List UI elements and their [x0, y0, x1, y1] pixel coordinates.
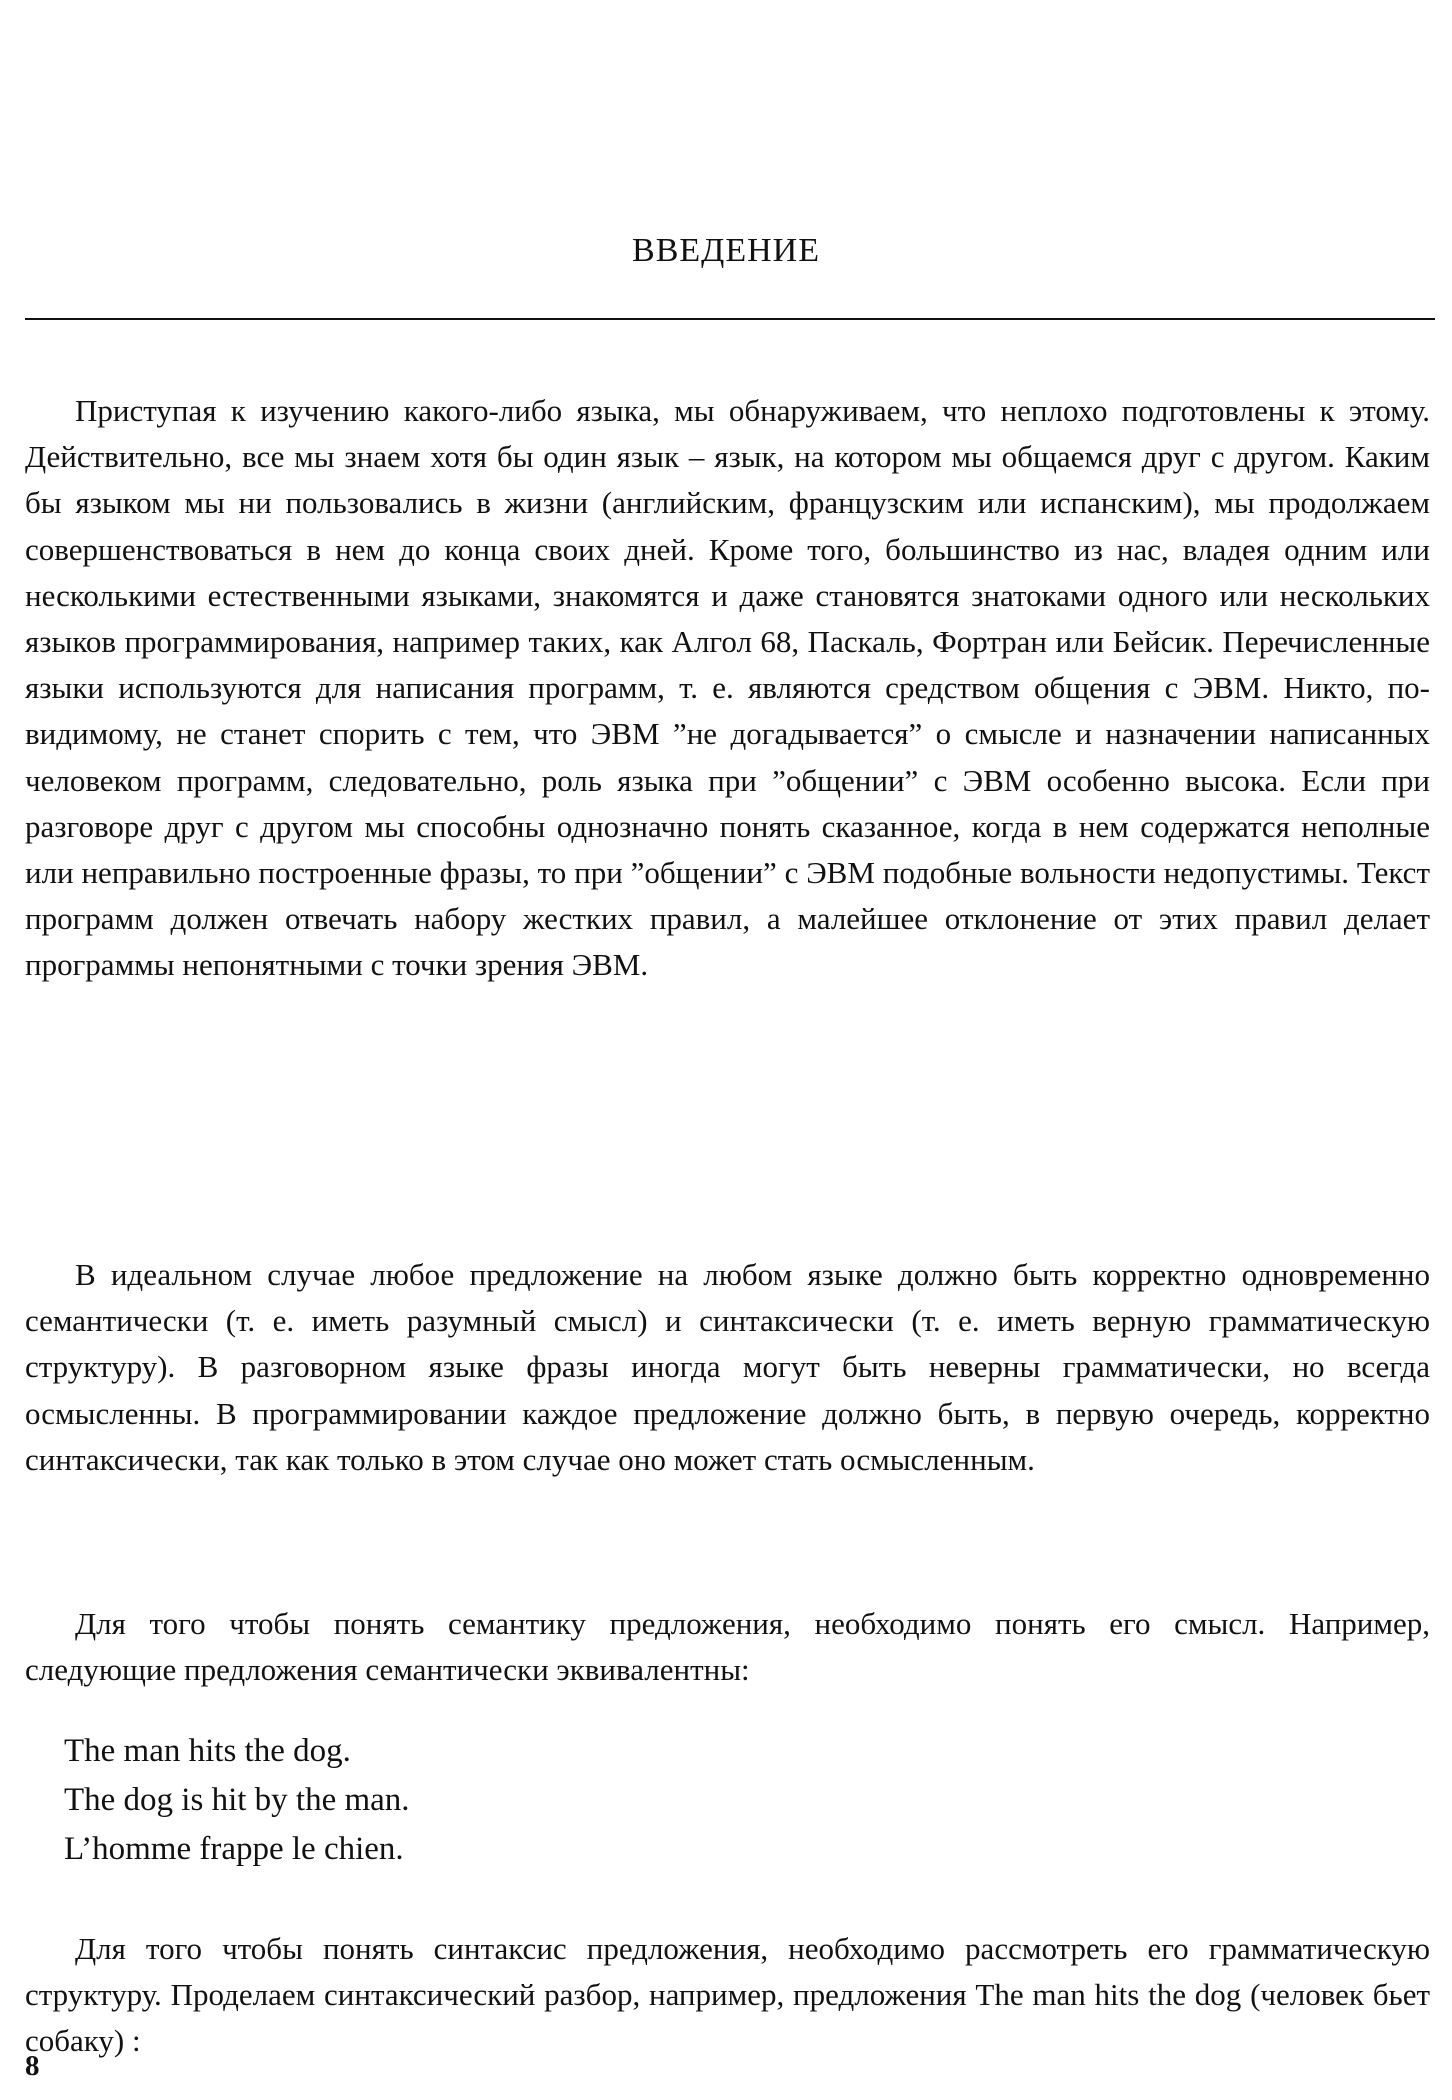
- example-sentence: L’homme frappe le chien.: [64, 1831, 404, 1867]
- paragraph-4: [25, 1926, 1430, 2065]
- paragraph-text: Приступая к изучению какого-либо языка, мы обнаруживаем, что неплохо подготовлены к этому. Действительно, все мы знаем хотя бы один язык – язык, на котором мы общаемся друг с другом. Каким бы языком мы ни пользовались в жизни (английским, французским или испанским), мы продолжаем совершенствоваться в нем до конца своих дней. Кроме того, большинство из нас, владея одним или несколькими естественными языками, знакомятся и даже становятся знатоками одного или нескольких языков программирования, например таких, как Алгол 68, Паскаль, Фортран или Бейсик. Перечисленные языки используются для написания программ, т. е. являются средством общения с ЭВМ. Никто, по-видимому, не станет спорить с тем, что ЭВМ ”не догадывается” о смысле и назначении написанных человеком программ, следовательно, роль языка при ”общении” с ЭВМ особенно высока. Если при разговоре друг с другом мы способны однозначно понять сказанное, когда в нем содержатся неполные или неправильно построенные фразы, то при ”общении” с ЭВМ подобные вольности недопустимы. Текст программ должен отвечать набору жестких правил, а малейшее отклонение от этих правил делает программы непонятными с точки зрения ЭВМ.: [25, 393, 1430, 983]
- chapter-title: ВВЕДЕНИЕ: [632, 232, 820, 269]
- paragraph-2: [25, 1252, 1430, 1483]
- example-sentences: [64, 1727, 410, 1874]
- example-sentence: The dog is hit by the man.: [64, 1782, 410, 1818]
- paragraph-text: Для того чтобы понять семантику предложения, необходимо понять его смысл. Например, следующие предложения семантически эквивалентны:: [25, 1606, 1430, 1688]
- paragraph-1: [25, 388, 1430, 989]
- paragraph-text: Для того чтобы понять синтаксис предложения, необходимо рассмотреть его грамматическую структуру. Проделаем синтаксический разбор, например, предложения The man hits the dog (человек бьет собаку) :: [25, 1931, 1430, 2059]
- paragraph-3: [25, 1601, 1430, 1693]
- paragraph-text: В идеальном случае любое предложение на любом языке должно быть корректно одновременно семантически (т. е. иметь разумный смысл) и синтаксически (т. е. иметь верную грамматическую структуру). В разговорном языке фразы иногда могут быть неверны грамматически, но всегда осмысленны. В программировании каждое предложение должно быть, в первую очередь, корректно синтаксически, так как только в этом случае оно может стать осмысленным.: [25, 1257, 1430, 1477]
- page-number: 8: [25, 2050, 40, 2082]
- example-sentence: The man hits the dog.: [64, 1733, 351, 1769]
- title-rule: [25, 318, 1435, 320]
